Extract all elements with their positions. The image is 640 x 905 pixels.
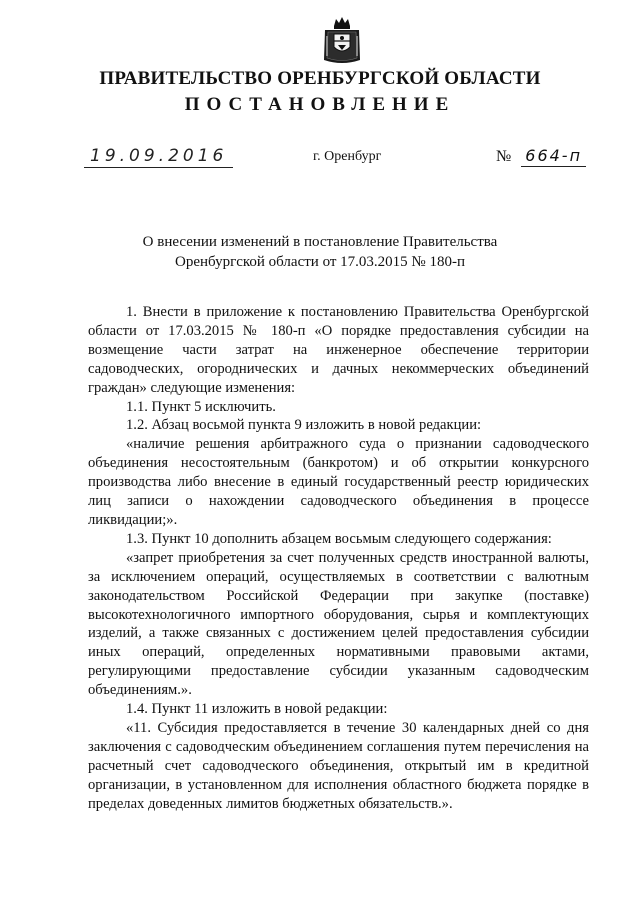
document-type-title: ПОСТАНОВЛЕНИЕ [184,94,456,115]
paragraph: «запрет приобретения за счет полученных средств иностранной валюты, за исключением операций, осуществляемых в соответствии с валютным законодательством Российской Федерации при закупке (поставке) высокотехнологичного импортного оборудования, сырья и комплектующих изделий, а также связанных с достижением целей предоставления субсидии иных операций, определенных нормативными правовыми актами, регулирующими предоставление субсидии указанным садоводческим объединениям.». [88,549,589,699]
document-city: г. Оренбург [313,149,382,164]
number-value: 664-п [521,146,586,167]
paragraph: 1.3. Пункт 10 дополнить абзацем восьмым следующего содержания: [126,530,552,547]
subject-line: О внесении изменений в постановление Правительства [142,234,498,250]
paragraph: 1.1. Пункт 5 исключить. [126,398,276,415]
government-title: ПРАВИТЕЛЬСТВО ОРЕНБУРГСКОЙ ОБЛАСТИ [99,68,541,89]
coat-of-arms-icon [322,16,362,66]
document-body [88,303,589,813]
paragraph: 1.2. Абзац восьмой пункта 9 изложить в новой редакции: [126,417,482,434]
paragraph: «наличие решения арбитражного суда о признании садоводческого объединения несостоятельным (банкротом) и об открытии конкурсного производства либо внесение в единый государственный реестр юридических лиц записи о нахождении садоводческого объединения в процессе ликвидации;». [88,436,589,528]
document-number [496,146,586,166]
paragraph: «11. Субсидия предоставляется в течение 30 календарных дней со дня заключения с садоводческим объединением соглашения путем перечисления на расчетный счет садоводческого объединения, открытый им в кредитной организации, в установленном для исполнения областного бюджета порядке в пределах доведенных лимитов бюджетных обязательств.». [88,719,589,812]
number-sign: № [496,148,512,165]
document-subject [0,232,640,272]
paragraph: 1.4. Пункт 11 изложить в новой редакции: [126,701,388,718]
document-meta [0,146,640,176]
paragraph: 1. Внести в приложение к постановлению Правительства Оренбургской области от 17.03.2015 № 180-п «О порядке предоставления субсидии на возмещение части затрат на инженерное обеспечение территории садоводческих, огороднических и дачных некоммерческих объединений граждан» следующие изменения: [88,304,589,396]
subject-line: Оренбургской области от 17.03.2015 № 180-п [174,254,466,270]
document-date: 19.09.2016 [84,146,233,168]
